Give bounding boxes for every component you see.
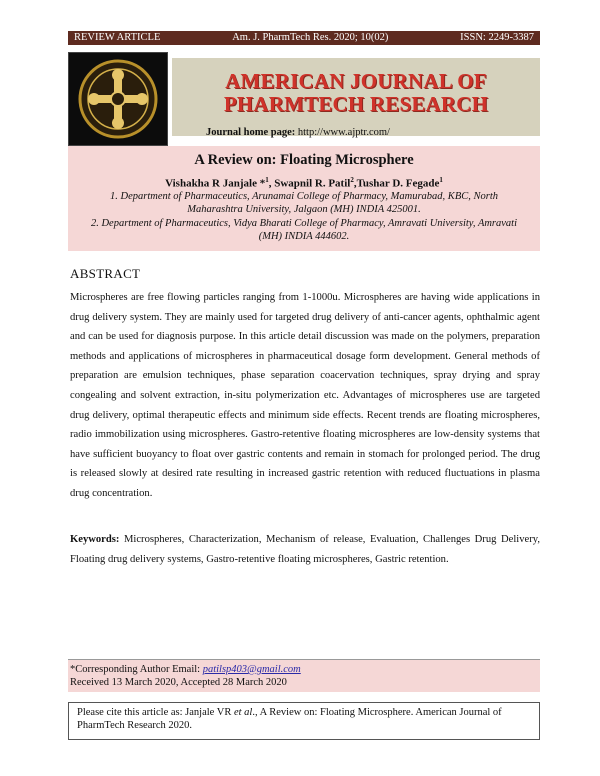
issn: ISSN: 2249-3387 bbox=[460, 32, 534, 43]
article-type: REVIEW ARTICLE bbox=[74, 32, 161, 43]
citation-box: Please cite this article as: Janjale VR et al., A Review on: Floating Microsphere. American Journal of PharmTech Research 2020. bbox=[68, 702, 540, 740]
paper-title: A Review on: Floating Microsphere bbox=[194, 152, 414, 168]
abstract-heading: ABSTRACT bbox=[70, 266, 141, 281]
corr-email-link[interactable]: patilsp403@gmail.com bbox=[202, 664, 301, 675]
author-list: Vishakha R Janjale *$^1$, Swapnil R. Patil$^2$,Tushar D. Fegade$^1$ bbox=[165, 176, 443, 190]
keywords-list: Microspheres, Characterization, Mechanism of release, Evaluation, Challenges Drug Delivery, Floating drug delivery systems, Gastro-retentive floating microspheres, Gastric retention. bbox=[70, 534, 540, 565]
journal-homepage bbox=[206, 127, 390, 138]
homepage-label: Journal home page: bbox=[206, 127, 296, 138]
corr-label: *Corresponding Author Email: bbox=[70, 664, 203, 675]
journal-logo bbox=[68, 52, 168, 146]
correspondence-block bbox=[68, 659, 540, 692]
keywords bbox=[70, 530, 540, 569]
homepage-link[interactable]: http://www.ajptr.com/ bbox=[297, 127, 390, 138]
affiliation-2: 2. Department of Pharmaceutics, Vidya Bharati College of Pharmacy, Amravati University, Amravati (MH) INDIA 444602. bbox=[90, 218, 518, 242]
abstract-body: Microspheres are free flowing particles ranging from 1-1000u. Microspheres are having wide applications in drug delivery system. They are mainly used for targeted drug delivery of anti-cancer agents, ophthalmic agent and can be used for diagnosis purpose. In this article detail discussion was made on the polymers, preparation methods and applications of microspheres in pharmaceutical dosage form development. General methods of preparation are emulsion techniques, phase separation coacervation techniques, spray drying and spray congealing and solvent extraction, in-situ polymerization etc. Advantages of microspheres use are targeted drug delivery, optimal therapeutic effects and minimum side effects. Recent trends are floating microspheres, radio immobilization using microspheres. Gastro-retentive floating microspheres are low-density systems that have sufficient buoyancy to float over gastric contents and remain in stomach for prolonged period. The drug is released slowly at desired rate resulting in increased gastric retention with reduced fluctuations in plasma drug concentration. bbox=[70, 292, 540, 499]
journal-masthead bbox=[172, 58, 540, 136]
title-block bbox=[68, 146, 540, 251]
keywords-label: Keywords: bbox=[70, 534, 120, 545]
header-bar bbox=[68, 31, 540, 45]
journal-reference: Am. J. PharmTech Res. 2020; 10(02) bbox=[232, 32, 389, 43]
journal-title: AMERICAN JOURNAL OF PHARMTECH RESEARCH bbox=[223, 69, 489, 116]
received-dates: Received 13 March 2020, Accepted 28 March 2020 bbox=[70, 677, 287, 688]
affiliation-1: 1. Department of Pharmaceutics, Arunamai College of Pharmacy, Mamurabad, KBC, North Maharashtra University, Jalgaon (MH) INDIA 425001. bbox=[110, 191, 498, 215]
seal-icon bbox=[69, 53, 167, 145]
